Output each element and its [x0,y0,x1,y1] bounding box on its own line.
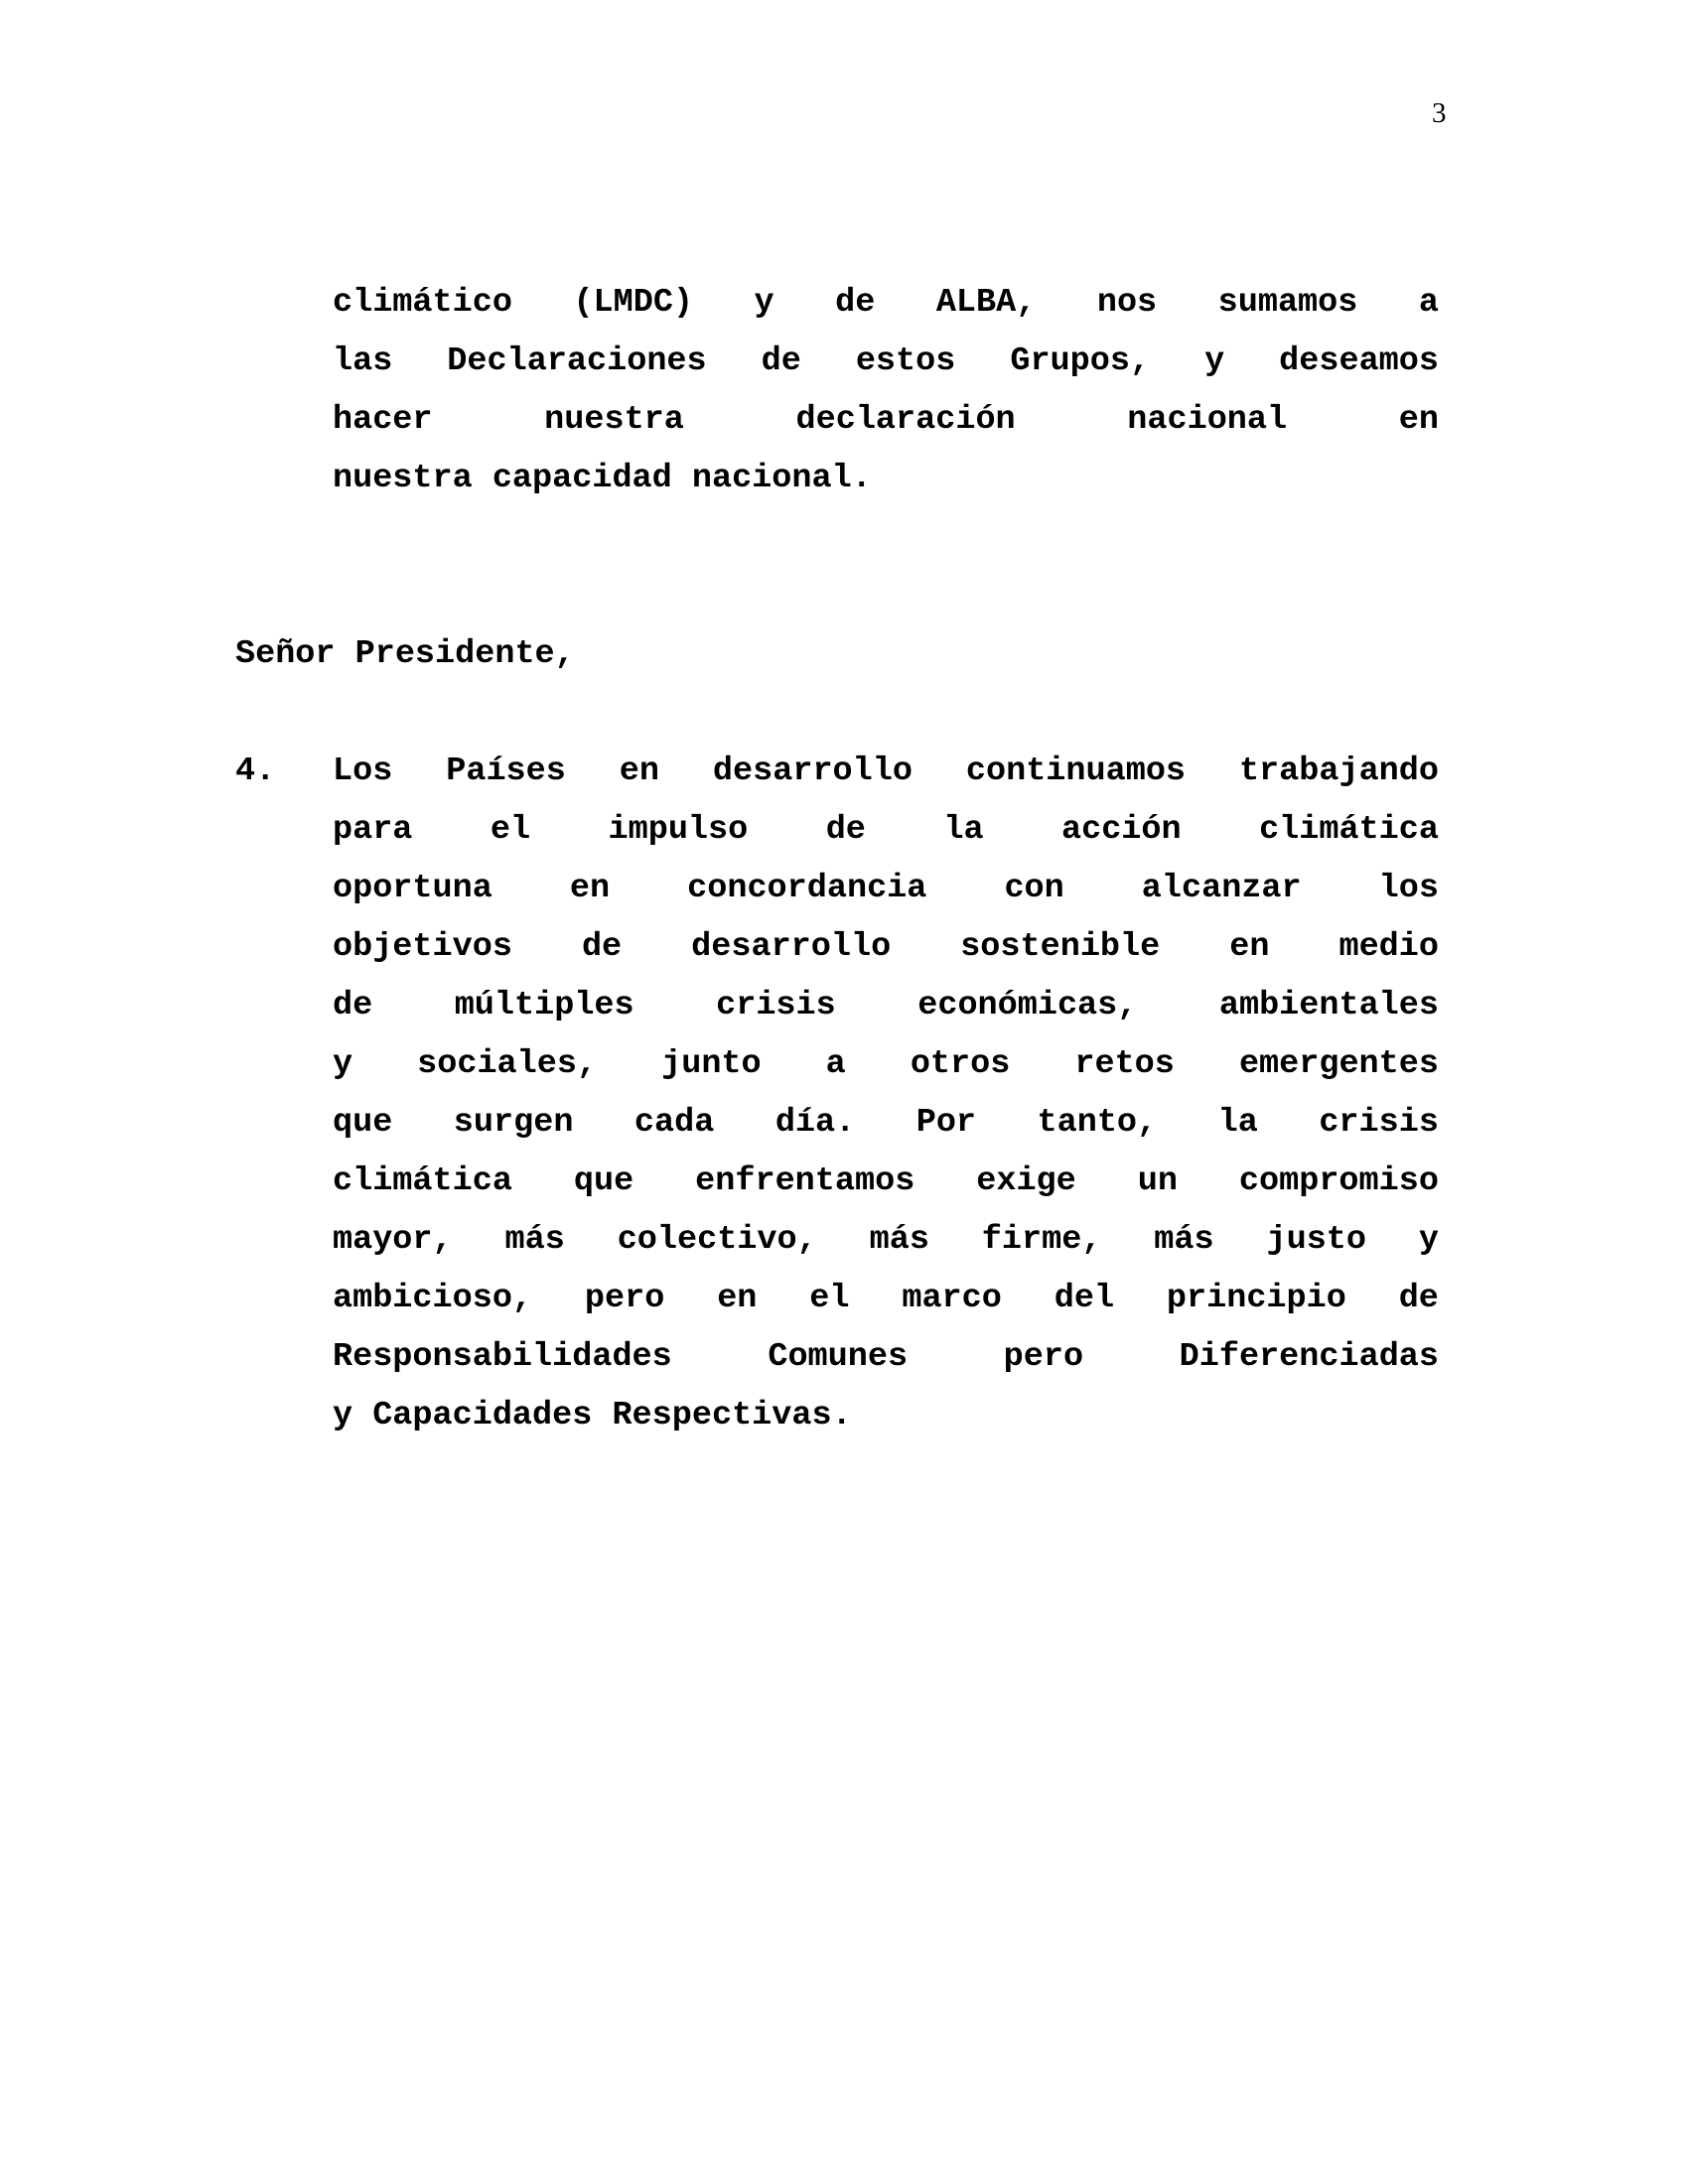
word: desarrollo [712,752,913,790]
word: nacional [1127,401,1288,439]
paragraph-line [333,1153,1439,1211]
word: y [1204,342,1225,380]
word: que [573,1162,634,1200]
word: otros [910,1045,1011,1083]
word: sostenible [960,928,1161,966]
word: climática [333,1162,512,1200]
word: a [825,1045,846,1083]
word: el [490,811,531,849]
word: Grupos, [1010,342,1151,380]
paragraph-line [333,918,1439,977]
word: en [569,870,611,907]
word: pero [1003,1338,1084,1376]
word: más [1154,1221,1214,1259]
word: desarrollo [691,928,892,966]
word: Los [333,752,393,790]
paragraph-line [333,743,1439,801]
word: Diferenciadas [1179,1338,1439,1376]
paragraph-line-text: nuestra capacidad nacional. [333,460,872,497]
word: ambientales [1218,987,1439,1024]
paragraph-line [333,977,1439,1035]
word: el [809,1280,850,1317]
word: nuestra [544,401,684,439]
word: enfrentamos [695,1162,915,1200]
word: emergentes [1238,1045,1439,1083]
paragraph-line [333,1387,1439,1445]
word: y [333,1045,353,1083]
paragraph-line [333,1270,1439,1328]
word: declaración [795,401,1016,439]
word: tanto, [1037,1104,1158,1142]
word: marco [902,1280,1002,1317]
paragraph-gap [235,508,1439,625]
word: a [1418,284,1439,322]
word: Declaraciones [447,342,707,380]
word: con [1004,870,1064,907]
list-marker: 4. [235,752,276,790]
word: oportuna [333,870,492,907]
word: acción [1061,811,1182,849]
document-body [235,274,1439,1445]
word: nos [1096,284,1158,322]
word: y [1418,1221,1439,1259]
word: ALBA, [935,284,1037,322]
word: exige [976,1162,1076,1200]
word: cada [633,1104,715,1142]
word: pero [584,1280,665,1317]
paragraph-line [333,450,1439,508]
word: día. [774,1104,856,1142]
word: alcanzar [1141,870,1302,907]
word: que [333,1104,393,1142]
word: del [1054,1280,1115,1317]
word: trabajando [1238,752,1439,790]
word: sumamos [1217,284,1358,322]
word: hacer [333,401,433,439]
word: más [869,1221,929,1259]
salutation-line: Señor Presidente, [235,635,575,673]
word: económicas, [917,987,1138,1024]
paragraph-line [333,1094,1439,1153]
word: Responsabilidades [333,1338,672,1376]
word: principio [1166,1280,1346,1317]
word: Países [446,752,566,790]
word: múltiples [454,987,634,1024]
salutation-gap [235,684,1439,743]
continued-paragraph [333,274,1439,508]
word: climático [333,284,512,322]
word: y [754,284,774,322]
word: firme, [981,1221,1102,1259]
word: continuamos [965,752,1187,790]
word: de [333,987,373,1024]
word: un [1137,1162,1178,1200]
word: la [943,811,984,849]
word: climática [1259,811,1439,849]
word: medio [1338,928,1439,966]
word: objetivos [333,928,512,966]
word: concordancia [687,870,927,907]
word: en [717,1280,758,1317]
word: de [581,928,623,966]
word: Comunes [768,1338,909,1376]
word: surgen [453,1104,574,1142]
word: compromiso [1238,1162,1439,1200]
word: colectivo, [617,1221,817,1259]
word: junto [661,1045,762,1083]
word: de [835,284,876,322]
numbered-paragraph-body [333,743,1439,1445]
paragraph-line [333,274,1439,333]
word: los [1378,870,1439,907]
word: justo [1266,1221,1367,1259]
word: ambicioso, [333,1280,533,1317]
word: en [619,752,659,790]
word: (LMDC) [573,284,694,322]
word: para [333,811,413,849]
word: estos [855,342,956,380]
word: Por [915,1104,977,1142]
paragraph-line [333,801,1439,860]
paragraph-line [333,333,1439,391]
paragraph-line [333,1211,1439,1270]
word: las [333,342,393,380]
word: de [761,342,801,380]
word: crisis [716,987,836,1024]
numbered-paragraph-4 [235,743,1439,1445]
page-number: 3 [1432,97,1447,129]
word: deseamos [1279,342,1439,380]
paragraph-line [333,391,1439,450]
word: en [1229,928,1270,966]
word: mayor, [333,1221,453,1259]
paragraph-line-text: y Capacidades Respectivas. [333,1397,852,1434]
word: retos [1074,1045,1175,1083]
paragraph-line [333,1328,1439,1387]
word: más [504,1221,565,1259]
word: crisis [1319,1104,1439,1142]
word: en [1398,401,1439,439]
word: de [825,811,866,849]
word: impulso [608,811,749,849]
word: de [1398,1280,1439,1317]
paragraph-line [333,1035,1439,1094]
word: sociales, [417,1045,598,1083]
word: la [1217,1104,1258,1142]
paragraph-line [333,860,1439,918]
